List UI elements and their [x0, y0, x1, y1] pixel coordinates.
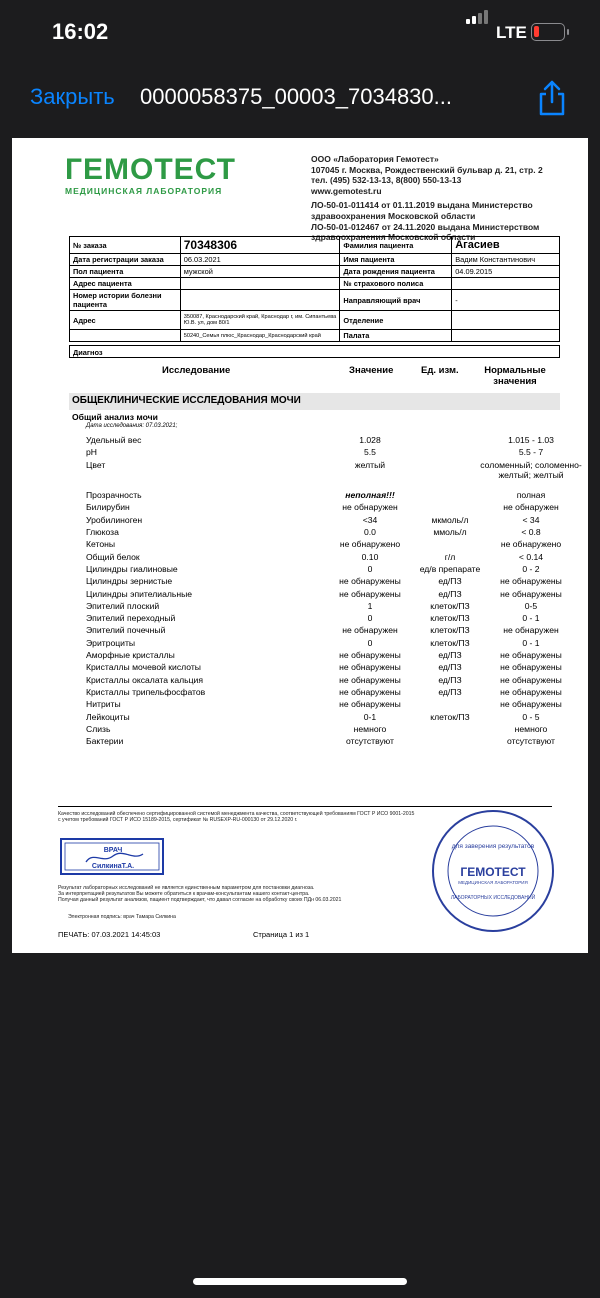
result-norm: не обнаружены	[500, 674, 562, 685]
result-norm: 0 - 1	[522, 637, 540, 648]
lab-stamp	[430, 808, 556, 934]
result-name: Билирубин	[86, 502, 130, 513]
result-norm: 0 - 5	[522, 711, 540, 722]
result-name: Цилиндры зернистые	[86, 576, 173, 587]
diagnosis-row: Диагноз	[69, 345, 560, 358]
document-page	[12, 138, 588, 953]
col-value: Значение	[349, 365, 394, 376]
result-name: Аморфные кристаллы	[86, 650, 175, 660]
divider	[58, 806, 552, 807]
result-unit: ед/ПЗ	[438, 576, 462, 587]
result-value: 0	[367, 563, 373, 574]
file-title: 0000058375_00003_7034830...	[140, 84, 452, 109]
result-value: 1.028	[359, 435, 381, 445]
result-name: Эпителий плоский	[86, 600, 160, 611]
result-name: Общий белок	[86, 551, 140, 562]
order-number: 70348306	[180, 237, 340, 254]
result-norm: 0-5	[524, 600, 538, 611]
result-value: отсутствуют	[346, 736, 394, 747]
status-time: 16:02	[52, 19, 109, 44]
result-name: Кристаллы мочевой кислоты	[86, 662, 201, 673]
result-norm: не обнаружены	[500, 576, 562, 587]
result-unit: клеток/ПЗ	[430, 625, 470, 636]
result-unit: клеток/ПЗ	[430, 711, 470, 722]
print-date: ПЕЧАТЬ: 07.03.2021 14:45:03	[58, 930, 161, 939]
result-value: не обнаружены	[339, 674, 401, 685]
result-value: не обнаружено	[339, 539, 401, 550]
result-value: не обнаружены	[339, 662, 401, 673]
result-value: немного	[353, 723, 387, 734]
result-name: Цилиндры эпителиальные	[86, 588, 193, 599]
result-value: не обнаружен	[342, 502, 398, 513]
col-unit: Ед. изм.	[421, 365, 459, 376]
result-unit: клеток/ПЗ	[430, 600, 470, 611]
result-name: Лейкоциты	[86, 711, 130, 722]
svg-text:СилкинаТ.А.: СилкинаТ.А.	[91, 863, 135, 870]
study-date: Дата исследования: 07.03.2021;	[86, 423, 178, 429]
result-norm: немного	[514, 723, 548, 734]
home-indicator[interactable]	[193, 1278, 407, 1285]
result-norm: < 34	[522, 514, 540, 525]
result-unit: ед/ПЗ	[438, 686, 462, 697]
electronic-signature: Электронная подпись: врач Тамара Силкина	[68, 914, 176, 920]
org-info: ООО «Лаборатория Гемотест» 107045 г. Москва, Рождественский бульвар д. 21, стр. 2 тел. (495) 532-13-13, 8(800) 550-13-13 www.gemotest.ru ЛО-50-01-011414 от 01.11.2019 выдана Министерство здравоохранения Московской области ЛО-50-01-012467 от 24.11.2020 выдана Министерством здравоохранения Московской области	[311, 154, 543, 243]
result-value: 1	[367, 600, 373, 611]
result-value: не обнаружены	[339, 576, 401, 587]
result-unit: ммоль/л	[433, 527, 467, 537]
result-value: не обнаружены	[339, 588, 401, 599]
result-name: Кристаллы трипельфосфатов	[86, 686, 206, 697]
result-name: Цвет	[86, 459, 106, 470]
section-title: ОБЩЕКЛИНИЧЕСКИЕ ИССЛЕДОВАНИЯ МОЧИ	[69, 393, 560, 410]
result-name: Кристаллы оксалата кальция	[86, 674, 204, 685]
doctor-stamp	[58, 836, 168, 878]
subsection-title: Общий анализ мочи	[72, 412, 158, 422]
result-value: <34	[362, 514, 378, 525]
nav-bar	[0, 72, 600, 122]
svg-text:для заверения результатов: для заверения результатов	[451, 843, 535, 850]
result-name: Цилиндры гиалиновые	[86, 563, 178, 574]
result-name: Эритроциты	[86, 637, 136, 648]
col-norm: Нормальные значения	[484, 365, 546, 387]
result-unit: клеток/ПЗ	[430, 637, 470, 648]
result-norm: не обнаружено	[500, 539, 562, 550]
result-value: 0	[367, 613, 373, 624]
result-value: желтый	[354, 459, 386, 470]
result-norm: соломенный; соломенно-желтый; желтый	[480, 459, 582, 480]
result-name: Бактерии	[86, 736, 124, 747]
result-norm: отсутствуют	[507, 736, 555, 747]
result-norm: 5.5 - 7	[518, 447, 544, 458]
result-value: не обнаружены	[339, 699, 401, 710]
result-name: Прозрачность	[86, 490, 142, 501]
status-bar	[0, 0, 600, 64]
result-norm: < 0.14	[518, 551, 544, 562]
result-unit: ед/ПЗ	[438, 588, 462, 599]
result-unit: клеток/ПЗ	[430, 613, 470, 624]
result-value: 0.10	[361, 551, 379, 562]
quality-note: Качество исследований обеспечено сертифицированной системой менеджмента качества, соответствующей требованиям ГОСТ Р ИСО 9001-2015 с учетом требований ГОСТ Р ИСО 15189-2015, сертификат № RUSEXP-RU-000130 от 29.12.2020 г.	[58, 811, 415, 823]
patient-table: № заказа 70348306 Фамилия пациента Агасиев Дата регистрации заказа 06.03.2021 Имя пациента Вадим Константинович Пол пациента мужской Дата рождения пациента 04.09.2015 Адрес пациента № страхового полиса Номер истории болезни пациента Направляющий врач - Адрес 350087, Краснодарский край, Краснодар г, им. Сипантьева Ю.В. ул, дом 80/1 Отделение 50240_Семья плюс_Краснодар_Краснодарский край Палата	[69, 236, 560, 342]
result-value: 5.5	[364, 447, 376, 458]
result-name: Слизь	[86, 723, 111, 734]
result-name: Эпителий почечный	[86, 625, 166, 636]
svg-text:ГЕМОТЕСТ: ГЕМОТЕСТ	[460, 865, 526, 879]
svg-text:ЛАБОРАТОРНЫХ ИССЛЕДОВАНИЙ: ЛАБОРАТОРНЫХ ИССЛЕДОВАНИЙ	[450, 895, 536, 901]
result-name: Уробилиноген	[86, 514, 143, 525]
result-norm: 0 - 2	[522, 563, 540, 574]
battery-icon	[531, 23, 565, 41]
result-norm: не обнаружены	[500, 662, 562, 673]
result-norm: < 0.8	[521, 527, 541, 537]
result-norm: не обнаружены	[500, 699, 562, 710]
result-name: pH	[86, 447, 97, 458]
result-norm: не обнаружены	[500, 588, 562, 599]
result-unit: ед/в препарате	[419, 563, 481, 574]
result-unit: мкмоль/л	[431, 514, 469, 525]
network-label: LTE	[496, 23, 527, 42]
svg-text:ВРАЧ: ВРАЧ	[103, 847, 123, 854]
result-norm: не обнаружен	[503, 625, 559, 636]
result-value: не обнаружены	[339, 686, 401, 697]
result-norm: не обнаружены	[500, 686, 562, 697]
col-test: Исследование	[162, 365, 231, 376]
result-value: 0.0	[364, 527, 376, 537]
result-norm: 0 - 1	[522, 613, 540, 624]
result-value: не обнаружен	[342, 625, 398, 636]
svg-text:МЕДИЦИНСКАЯ ЛАБОРАТОРИЯ: МЕДИЦИНСКАЯ ЛАБОРАТОРИЯ	[458, 880, 528, 885]
page-number: Страница 1 из 1	[253, 930, 310, 939]
result-name: Глюкоза	[86, 527, 119, 537]
result-name: Удельный вес	[86, 435, 142, 445]
result-norm: не обнаружен	[503, 502, 559, 513]
result-norm: полная	[516, 490, 546, 501]
result-name: Кетоны	[86, 539, 116, 550]
result-value: 0-1	[363, 711, 377, 722]
result-name: Нитриты	[86, 699, 121, 710]
result-name: Эпителий переходный	[86, 613, 176, 624]
result-value: неполная!!!	[345, 490, 395, 501]
gemotest-logo: ГЕМОТЕСТ МЕДИЦИНСКАЯ ЛАБОРАТОРИЯ	[65, 153, 236, 196]
result-value: не обнаружены	[339, 650, 401, 660]
result-norm: не обнаружены	[500, 650, 562, 660]
disclaimer: Результат лабораторных исследований не является единственным параметром для постановки диагноза. За интерпретацией результатов Вы можете обратиться к врачам-консультантам нашего контакт-центра. Получая данный результат анализов, пациент подтверждает, что давал согласие на обработку своих ПДн 06.03.2021	[58, 885, 342, 903]
result-value: 0	[367, 637, 373, 648]
result-norm: 1.015 - 1.03	[508, 435, 554, 445]
close-button[interactable]: Закрыть	[30, 84, 115, 109]
result-unit: ед/ПЗ	[438, 674, 462, 685]
result-unit: г/л	[444, 551, 456, 562]
share-icon[interactable]	[534, 78, 570, 118]
result-unit: ед/ПЗ	[438, 662, 462, 673]
patient-surname: Агасиев	[452, 237, 560, 254]
result-unit: ед/ПЗ	[438, 650, 462, 660]
